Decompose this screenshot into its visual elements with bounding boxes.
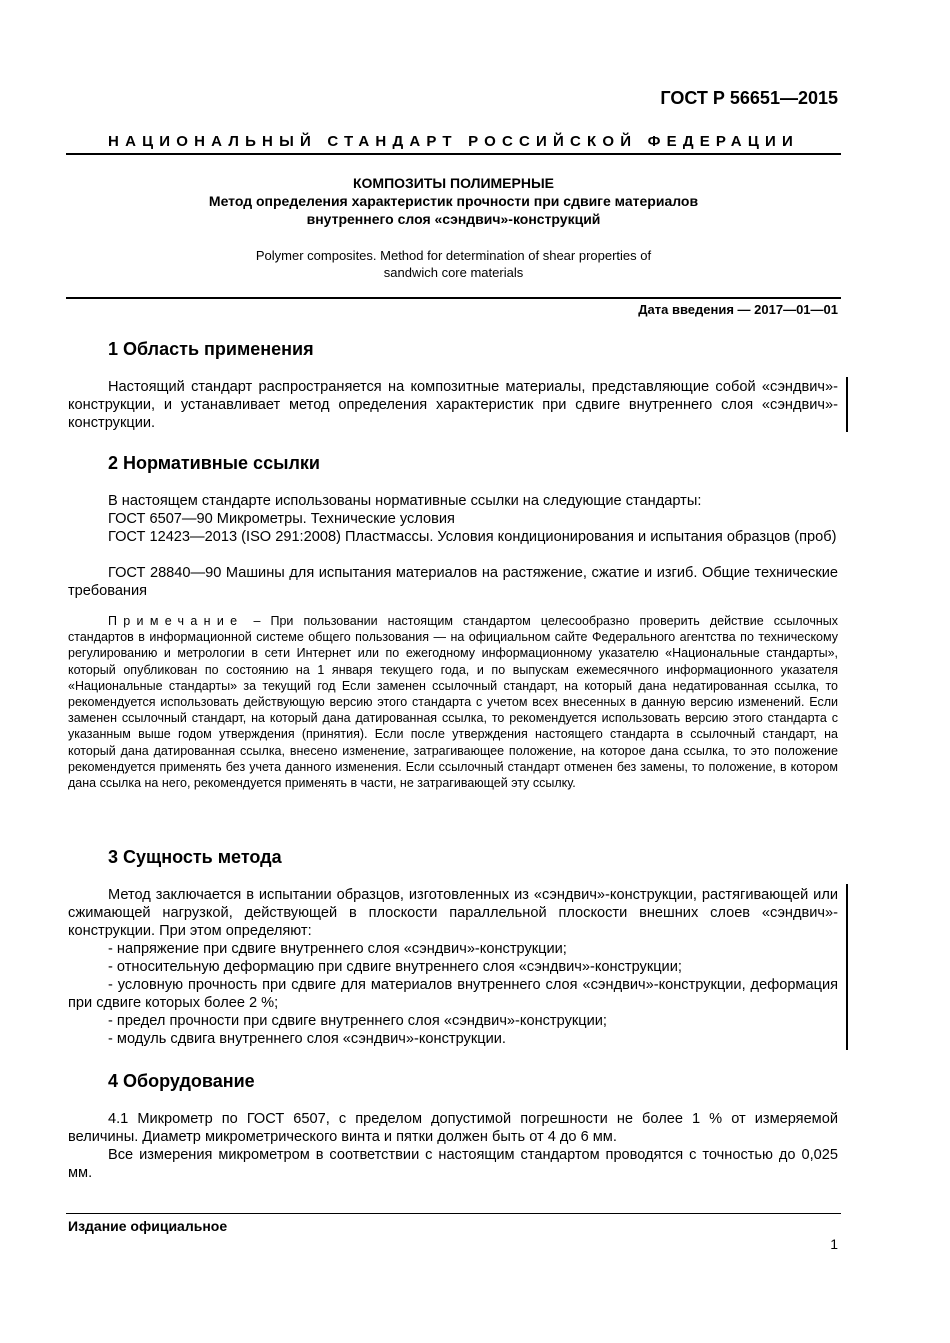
section-3-intro: Метод заключается в испытании образцов, изготовленных из «сэндвич»-конструкции, растягивающей или сжимающей нагрузкой, действующей в плоскости параллельной плоскости внешних слоев «сэндвич»-конструкции. При этом определяют: (68, 887, 838, 939)
page-number: 1 (830, 1236, 838, 1252)
official-edition-label: Издание официальное (68, 1218, 228, 1234)
list-item-conditional-strength: - условную прочность при сдвиге для материалов внутреннего слоя «сэндвич»-конструкции, деформация при сдвиге которых более 2 %; (68, 977, 838, 1011)
section-4-micrometer: 4.1 Микрометр по ГОСТ 6507, с пределом допустимой погрешности не более 1 % от измеряемой величины. Диаметр микрометрического винта и пятки должен быть от 4 до 6 мм. (68, 1111, 838, 1145)
list-item-ultimate-strength: - предел прочности при сдвиге внутреннего слоя «сэндвич»-конструкции; (108, 1013, 607, 1029)
document-title (66, 174, 841, 228)
section-2-intro: В настоящем стандарте использованы нормативные ссылки на следующие стандарты: (108, 493, 702, 509)
change-bar-section-3 (846, 884, 848, 1050)
reference-gost-12423: ГОСТ 12423—2013 (ISO 291:2008) Пластмассы. Условия кондиционирования и испытания образцов (проб) (108, 529, 837, 545)
english-title-line-1: Polymer composites. Method for determination of shear properties of (255, 248, 652, 263)
section-3-list (68, 940, 838, 1048)
list-item-shear-strain: - относительную деформацию при сдвиге внутреннего слоя «сэндвич»-конструкции; (108, 959, 682, 975)
title-line-3: внутреннего слоя «сэндвич»-конструкций (306, 211, 601, 227)
introduction-date: Дата введения — 2017—01—01 (638, 302, 838, 317)
section-3-heading: 3 Сущность метода (108, 847, 282, 867)
english-title (66, 247, 841, 281)
section-2-note (68, 613, 838, 791)
section-4-accuracy: Все измерения микрометром в соответствии с настоящим стандартом проводятся с точностью до 0,025 мм. (68, 1147, 838, 1181)
english-title-line-2: sandwich core materials (383, 265, 524, 280)
section-4-heading: 4 Оборудование (108, 1071, 255, 1091)
note-text: – При пользовании настоящим стандартом целесообразно проверить действие ссылочных стандартов в информационной системе общего пользования — на официальном сайте Федерального агентства по техническому регулированию и метрологии в сети Интернет или по ежегодному информационному указателю «Национальные стандарты», который опубликован по состоянию на 1 января текущего года, и по выпускам ежемесячного информационного указателя «Национальные стандарты» за текущий год Если заменен ссылочный стандарт, на который дана недатированная ссылка, то рекомендуется использовать действующую версию этого стандарта с учетом всех внесенных в данную версию изменений. Если заменен ссылочный стандарт, на который дана датированная ссылка, то рекомендуется использовать версию этого стандарта с указанным выше годом утверждения (принятия). Если после утверждения настоящего стандарта в ссылочный стандарт, на который дана датированная ссылка, внесено изменение, затрагивающее положение, на которое дана ссылка, то это положение рекомендуется применять без учета данного изменения. Если ссылочный стандарт отменен без замены, то положение, в котором дана ссылка на него, рекомендуется применять в части, не затрагивающей эту ссылку. (68, 614, 838, 791)
change-bar-section-1 (846, 377, 848, 432)
list-item-shear-stress: - напряжение при сдвиге внутреннего слоя «сэндвич»-конструкции; (108, 941, 567, 957)
section-1-heading: 1 Область применения (108, 339, 314, 359)
reference-gost-6507: ГОСТ 6507—90 Микрометры. Технические условия (108, 511, 455, 527)
title-line-2: Метод определения характеристик прочности при сдвиге материалов (208, 193, 699, 209)
national-standard-title: НАЦИОНАЛЬНЫЙ СТАНДАРТ РОССИЙСКОЙ ФЕДЕРАЦИИ (108, 133, 799, 150)
footer-rule (66, 1213, 841, 1214)
title-rule (66, 297, 841, 299)
note-label: Примечание (108, 614, 244, 628)
list-item-shear-modulus: - модуль сдвига внутреннего слоя «сэндвич»-конструкции. (108, 1031, 506, 1047)
reference-gost-28840: ГОСТ 28840—90 Машины для испытания материалов на растяжение, сжатие и изгиб. Общие технические требования (68, 565, 838, 599)
section-2-heading: 2 Нормативные ссылки (108, 453, 320, 473)
document-code: ГОСТ Р 56651—2015 (660, 88, 838, 108)
section-1-text: Настоящий стандарт распространяется на композитные материалы, представляющие собой «сэндвич»-конструкции, и устанавливает метод определения характеристик при сдвиге внутреннего слоя «сэндвич»-конструкции. (68, 379, 838, 431)
title-line-1: КОМПОЗИТЫ ПОЛИМЕРНЫЕ (352, 175, 554, 191)
header-rule (66, 153, 841, 155)
